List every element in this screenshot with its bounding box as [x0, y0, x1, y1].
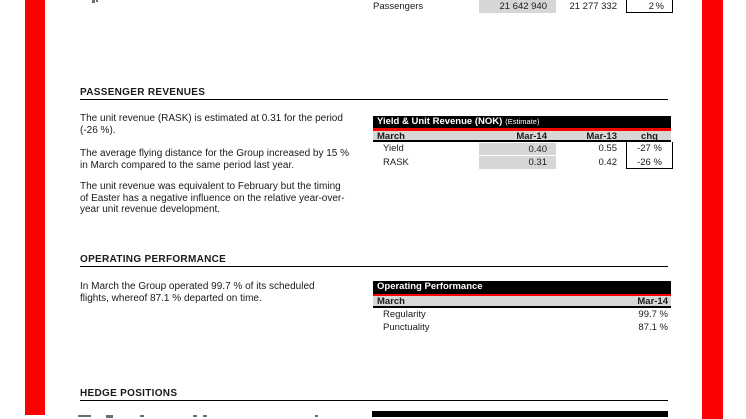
row-label: Punctuality	[383, 322, 430, 334]
operating-performance-table	[373, 281, 671, 335]
paragraph-line: flights, whereof 87.1 % departed on time.	[80, 292, 262, 304]
row-label: RASK	[383, 156, 409, 168]
table-title-bar	[373, 116, 671, 129]
column-period: March	[377, 296, 405, 308]
paragraph-line: (-26 %).	[80, 124, 116, 136]
table-title: Yield & Unit Revenue (NOK)	[377, 115, 503, 127]
paragraph-line: in March compared to the same period last year.	[80, 159, 294, 171]
mar14-value: 87.1 %	[638, 322, 668, 334]
yield-unit-revenue-table	[373, 116, 671, 170]
traffic-table-partial-row	[373, 0, 671, 13]
mar13-value: 0.42	[598, 156, 617, 168]
mar13-value: 0.55	[598, 143, 617, 155]
clipped-text-fragment-top	[96, 0, 98, 2]
paragraph-line: In March the Group operated 99.7 % of its scheduled	[80, 281, 315, 292]
column-chg: chg	[641, 130, 658, 142]
change-unit: %	[655, 1, 664, 12]
section-heading-operating-performance: OPERATING PERFORMANCE	[80, 254, 668, 267]
table-row	[373, 321, 671, 335]
table-row	[373, 142, 671, 156]
paragraph	[80, 181, 372, 216]
table-row	[373, 308, 671, 322]
table-body	[373, 142, 671, 169]
mar14-value: 99.7 %	[638, 308, 668, 320]
row-label: Passengers	[373, 1, 424, 12]
red-sidebar-right	[702, 0, 723, 419]
paragraph-line: year unit revenue development.	[80, 204, 221, 216]
red-sidebar-left	[25, 0, 45, 415]
clipped-table-header-bar	[372, 411, 668, 417]
paragraph-line: The unit revenue (RASK) is estimated at 0.31 for the period	[80, 113, 343, 124]
table-title: Operating Performance	[377, 281, 483, 292]
row-label: Regularity	[383, 308, 426, 320]
change-value: 2	[648, 1, 654, 12]
paragraph-line: The average flying distance for the Group increased by 15 %	[80, 148, 350, 159]
table-row	[373, 156, 671, 170]
column-mar14: Mar-14	[637, 296, 668, 308]
section-heading-passenger-revenues: PASSENGER REVENUES	[80, 87, 668, 100]
mar14-value-cell: 21 642 940	[479, 0, 556, 13]
paragraph	[80, 113, 372, 136]
paragraph	[80, 148, 372, 171]
table-title-bar	[373, 281, 671, 294]
table-column-header	[373, 296, 671, 308]
column-period: March	[377, 130, 405, 142]
mar13-value: 21 277 332	[569, 1, 617, 12]
change-value: -27 %	[637, 143, 662, 155]
change-value: -26 %	[637, 156, 662, 168]
mar14-value-cell: 0.31	[479, 156, 556, 169]
paragraph-line: of Easter has a negative influence on the relative year-over-	[80, 192, 345, 204]
paragraph-line: The unit revenue was equivalent to February but the timing	[80, 181, 341, 192]
column-mar13: Mar-13	[586, 130, 617, 142]
table-column-header	[373, 131, 671, 143]
row-label: Yield	[383, 143, 404, 155]
table-body	[373, 308, 671, 335]
paragraph	[80, 281, 372, 304]
clipped-text-fragment-top	[92, 0, 95, 3]
column-mar14: Mar-14	[516, 130, 547, 142]
table-title-note: (Estimate)	[505, 116, 540, 126]
mar14-value-cell: 0.40	[479, 143, 556, 156]
section-heading-hedge-positions: HEDGE POSITIONS	[80, 388, 668, 401]
